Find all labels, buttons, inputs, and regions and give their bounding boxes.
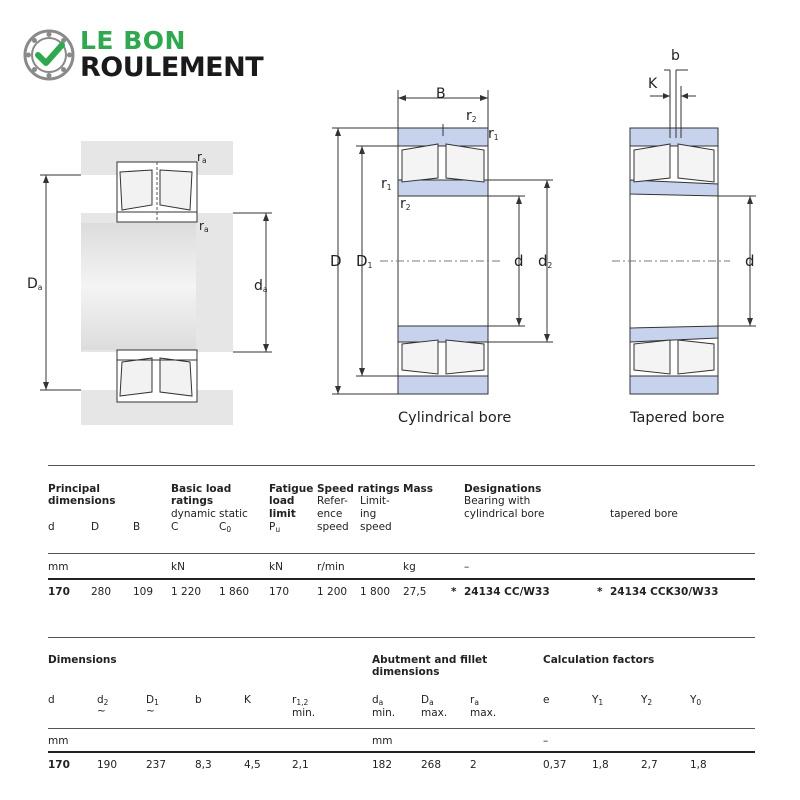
- header2-Da: $D_a$: [421, 694, 434, 707]
- header-speed-ratings: Speed ratings: [317, 483, 400, 495]
- label-b: b: [671, 48, 680, 64]
- cell-D: 280: [91, 586, 112, 598]
- header2-D1: $D_1$: [146, 694, 159, 707]
- brand-line2: ROULEMENT: [80, 52, 264, 83]
- header-abutment-dimensions: dimensions: [372, 666, 440, 678]
- header-fatigue: Fatigue: [269, 483, 314, 495]
- header-speed-lim: speed: [360, 521, 392, 533]
- label-d2: $d_2$: [538, 252, 553, 270]
- header2-d: d: [48, 694, 55, 706]
- cell2-Y0: 1,8: [690, 759, 707, 771]
- cell2-e: 0,37: [543, 759, 567, 771]
- unit2-mm: mm: [48, 735, 69, 747]
- cell-star-cyl: *: [451, 586, 457, 598]
- header2-Y0: $Y_0$: [690, 694, 702, 707]
- header2-K: K: [244, 694, 251, 706]
- label-D: D: [330, 252, 342, 270]
- cell2-d: 170: [48, 759, 70, 771]
- mounting-drawing: [40, 141, 272, 425]
- unit-rmin: r/min: [317, 561, 345, 573]
- header2-e: e: [543, 694, 550, 706]
- header2-r12-min: min.: [292, 707, 316, 719]
- header-ratings: ratings: [171, 495, 214, 507]
- caption-tapered-bore: Tapered bore: [630, 410, 725, 426]
- cell-designation-tapered: 24134 CCK30/W33: [610, 586, 719, 598]
- header2-Y1: $Y_1$: [592, 694, 604, 707]
- cell2-Y1: 1,8: [592, 759, 609, 771]
- header2-da: $d_a$: [372, 694, 384, 707]
- label-d-tapered: d: [745, 252, 755, 270]
- header-tapered-bore: tapered bore: [610, 508, 678, 520]
- caption-cylindrical-bore: Cylindrical bore: [398, 410, 512, 426]
- cell2-da: 182: [372, 759, 393, 771]
- header-abutment: Abutment and fillet: [372, 654, 488, 666]
- brand-line1: LE BON: [80, 26, 186, 55]
- header-dimensions: dimensions: [48, 495, 116, 507]
- header2-Y2: $Y_2$: [641, 694, 653, 707]
- header2-b: b: [195, 694, 202, 706]
- cell2-d2: 190: [97, 759, 118, 771]
- tapered-bore-drawing: [612, 70, 756, 394]
- unit-kg: kg: [403, 561, 416, 573]
- header-cylindrical-bore: cylindrical bore: [464, 508, 545, 520]
- cell2-Y2: 2,7: [641, 759, 658, 771]
- header-limit2: Limit-: [360, 495, 390, 507]
- header-mass: Mass: [403, 483, 434, 495]
- cell-d: 170: [48, 586, 70, 598]
- label-da: $d_a$: [254, 278, 268, 294]
- header-D: D: [91, 521, 100, 533]
- cell-designation-cylindrical: 24134 CC/W33: [464, 586, 550, 598]
- header-principal: Principal: [48, 483, 100, 495]
- divider: [48, 728, 755, 729]
- divider-thick: [48, 751, 755, 753]
- header2-r12: $r_{1,2}$: [292, 694, 309, 707]
- cell-C: 1 220: [171, 586, 202, 598]
- header-calculation-factors: Calculation factors: [543, 654, 655, 666]
- header-ing: ing: [360, 508, 377, 520]
- unit2-mm-abutment: mm: [372, 735, 393, 747]
- unit-mm: mm: [48, 561, 69, 573]
- header-limit: limit: [269, 508, 296, 520]
- cell2-D1: 237: [146, 759, 167, 771]
- label-r2-top: $r_2$: [466, 108, 477, 124]
- cell-C0: 1 860: [219, 586, 250, 598]
- label-ra-mid: $r_a$: [199, 219, 209, 234]
- divider: [48, 637, 755, 638]
- header2-D1-tilde: ~: [146, 705, 155, 717]
- header2-ra: $r_a$: [470, 694, 479, 707]
- header-bearing-with: Bearing with: [464, 495, 531, 507]
- header-C0: $C_0$: [219, 521, 232, 534]
- header-B: B: [133, 521, 141, 533]
- label-d: d: [514, 252, 524, 270]
- cylindrical-bore-drawing: [332, 90, 553, 394]
- cell2-K: 4,5: [244, 759, 261, 771]
- cell-mass: 27,5: [403, 586, 427, 598]
- cell-B: 109: [133, 586, 154, 598]
- cell-star-tap: *: [597, 586, 603, 598]
- header-dimensions2: Dimensions: [48, 654, 117, 666]
- unit2-dash: –: [543, 735, 549, 747]
- header-dynamic: dynamic: [171, 508, 216, 520]
- header-refer: Refer-: [317, 495, 348, 507]
- header-Pu: $P_u$: [269, 521, 281, 534]
- label-B: B: [436, 86, 446, 102]
- header-designations: Designations: [464, 483, 542, 495]
- unit-dash: –: [464, 561, 470, 573]
- header2-d2: $d_2$: [97, 694, 109, 707]
- unit-kN: kN: [171, 561, 185, 573]
- label-D1: $D_1$: [356, 252, 373, 270]
- header-speed-ref: speed: [317, 521, 349, 533]
- header-C: C: [171, 521, 179, 533]
- label-ra-top: $r_a$: [197, 150, 207, 165]
- cell2-Da: 268: [421, 759, 442, 771]
- cell2-r12: 2,1: [292, 759, 309, 771]
- unit-kN-fatigue: kN: [269, 561, 283, 573]
- header2-d2-tilde: ~: [97, 705, 106, 717]
- header-load: load: [269, 495, 295, 507]
- label-r1-mid: $r_1$: [381, 176, 392, 192]
- cell-ref-speed: 1 200: [317, 586, 348, 598]
- cell-lim-speed: 1 800: [360, 586, 391, 598]
- header2-da-min: min.: [372, 707, 396, 719]
- label-r2-mid: $r_2$: [400, 196, 411, 212]
- header-ence: ence: [317, 508, 343, 520]
- label-Da: $D_a$: [27, 276, 43, 292]
- cell2-b: 8,3: [195, 759, 212, 771]
- cell2-ra: 2: [470, 759, 477, 771]
- header2-ra-max: max.: [470, 707, 497, 719]
- divider: [48, 465, 755, 466]
- header-static: static: [219, 508, 248, 520]
- label-K: K: [648, 76, 658, 92]
- divider-thick: [48, 578, 755, 580]
- cell-Pu: 170: [269, 586, 290, 598]
- header-basic-load: Basic load: [171, 483, 232, 495]
- label-r1-top: $r_1$: [488, 126, 499, 142]
- header2-Da-max: max.: [421, 707, 448, 719]
- header-d: d: [48, 521, 55, 533]
- divider: [48, 553, 755, 554]
